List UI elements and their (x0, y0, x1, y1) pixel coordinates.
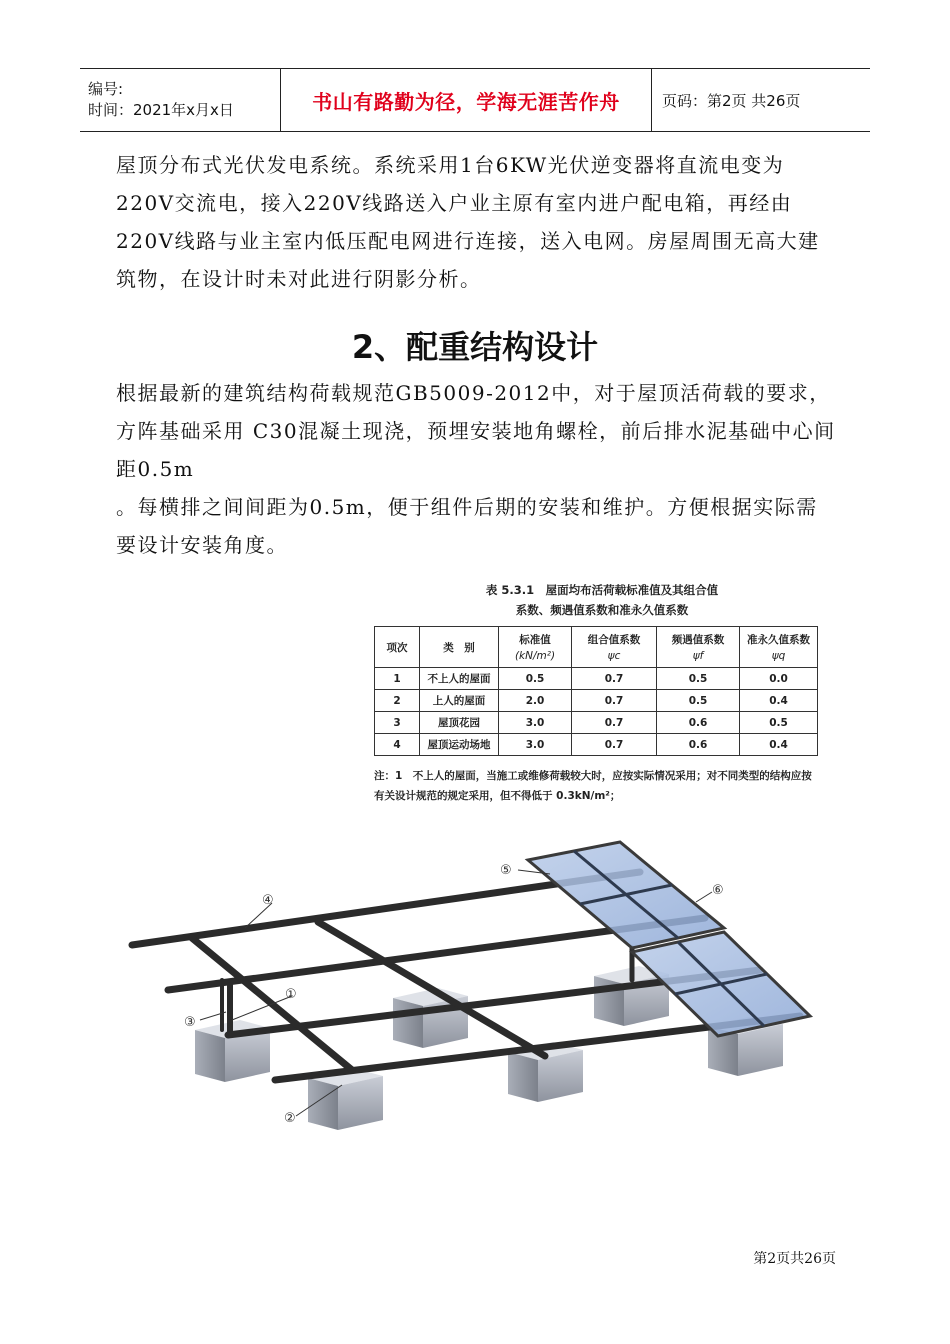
table-cell: 屋顶运动场地 (420, 734, 499, 756)
document-time-label: 时间：2021年x月x日 (88, 101, 234, 119)
table-cell: 0.5 (499, 668, 572, 690)
table-cell: 3.0 (499, 712, 572, 734)
document-number-label: 编号: (88, 80, 124, 98)
mounting-structure-drawing (120, 830, 840, 1140)
table-cell: 0.4 (740, 734, 818, 756)
table-row (375, 734, 818, 756)
header-cell: 组合值系数 ψc (572, 627, 657, 668)
header-page-info: 页码：第2页 共26页 (662, 91, 801, 110)
table-cell: 0.5 (740, 712, 818, 734)
concrete-block (393, 988, 468, 1048)
table-row (375, 690, 818, 712)
table-cell: 2.0 (499, 690, 572, 712)
header-page-info-cell (652, 69, 870, 131)
table-cell: 4 (375, 734, 420, 756)
load-table (374, 626, 818, 756)
solar-panel (528, 842, 724, 948)
table-cell: 0.6 (657, 712, 740, 734)
callout-2: ② (284, 1111, 296, 1126)
load-table-figure (374, 580, 830, 806)
callout-1: ① (285, 987, 297, 1002)
page-footer: 第2页共26页 (753, 1251, 836, 1267)
table-cell: 0.7 (572, 668, 657, 690)
section-heading: 2、配重结构设计 (351, 328, 599, 366)
header-cell: 准永久值系数 ψq (740, 627, 818, 668)
table-cell: 0.6 (657, 734, 740, 756)
table-cell: 0.7 (572, 734, 657, 756)
table-note: 注：1 不上人的屋面，当施工或维修荷载较大时，应按实际情况采用；对不同类型的结构应按有关设计规范的规定采用，但不得低于 0.3kN/m²； (374, 770, 812, 802)
header-left-cell (80, 69, 281, 131)
table-row (375, 712, 818, 734)
table-cell: 屋顶花园 (420, 712, 499, 734)
header-cell: 项次 (375, 627, 420, 668)
header-motto-cell (281, 69, 652, 131)
callout-3: ③ (184, 1015, 196, 1030)
callout-5: ⑤ (500, 863, 512, 878)
table-caption-line-1: 表 5.3.1 屋面均布活荷载标准值及其组合值 (485, 583, 719, 597)
table-cell: 2 (375, 690, 420, 712)
table-cell: 0.7 (572, 690, 657, 712)
table-cell: 3.0 (499, 734, 572, 756)
table-caption-line-2: 系数、频遇值系数和准永久值系数 (515, 603, 689, 617)
page-header (80, 68, 870, 132)
paragraph-system-description: 屋顶分布式光伏发电系统。系统采用1台6KW光伏逆变器将直流电变为220V交流电，接入220V线路送入户业主原有室内进户配电箱，再经由220V线路与业主室内低压配电网进行连接，送入电网。房屋周围无高大建筑物，在设计时未对此进行阴影分析。 (116, 153, 820, 291)
paragraph-foundation-design: 根据最新的建筑结构荷载规范GB5009-2012中，对于屋顶活荷载的要求，方阵基础采用 C30混凝土现浇，预埋安装地角螺栓，前后排水泥基础中心间距0.5m (116, 381, 836, 481)
table-cell: 0.7 (572, 712, 657, 734)
header-cell: 标准值 (kN/m²) (499, 627, 572, 668)
callout-6: ⑥ (712, 883, 724, 898)
header-cell: 频遇值系数 ψf (657, 627, 740, 668)
table-cell: 0.4 (740, 690, 818, 712)
header-cell: 类 别 (420, 627, 499, 668)
table-cell: 0.0 (740, 668, 818, 690)
table-cell: 不上人的屋面 (420, 668, 499, 690)
header-motto: 书山有路勤为径，学海无涯苦作舟 (312, 89, 620, 114)
table-cell: 0.5 (657, 690, 740, 712)
table-header-row (375, 627, 818, 668)
table-cell: 1 (375, 668, 420, 690)
table-cell: 上人的屋面 (420, 690, 499, 712)
table-row (375, 668, 818, 690)
table-cell: 0.5 (657, 668, 740, 690)
paragraph-row-spacing: 。每横排之间间距为0.5m，便于组件后期的安装和维护。方便根据实际需要设计安装角度。 (116, 495, 818, 557)
table-cell: 3 (375, 712, 420, 734)
callout-4: ④ (262, 893, 274, 908)
